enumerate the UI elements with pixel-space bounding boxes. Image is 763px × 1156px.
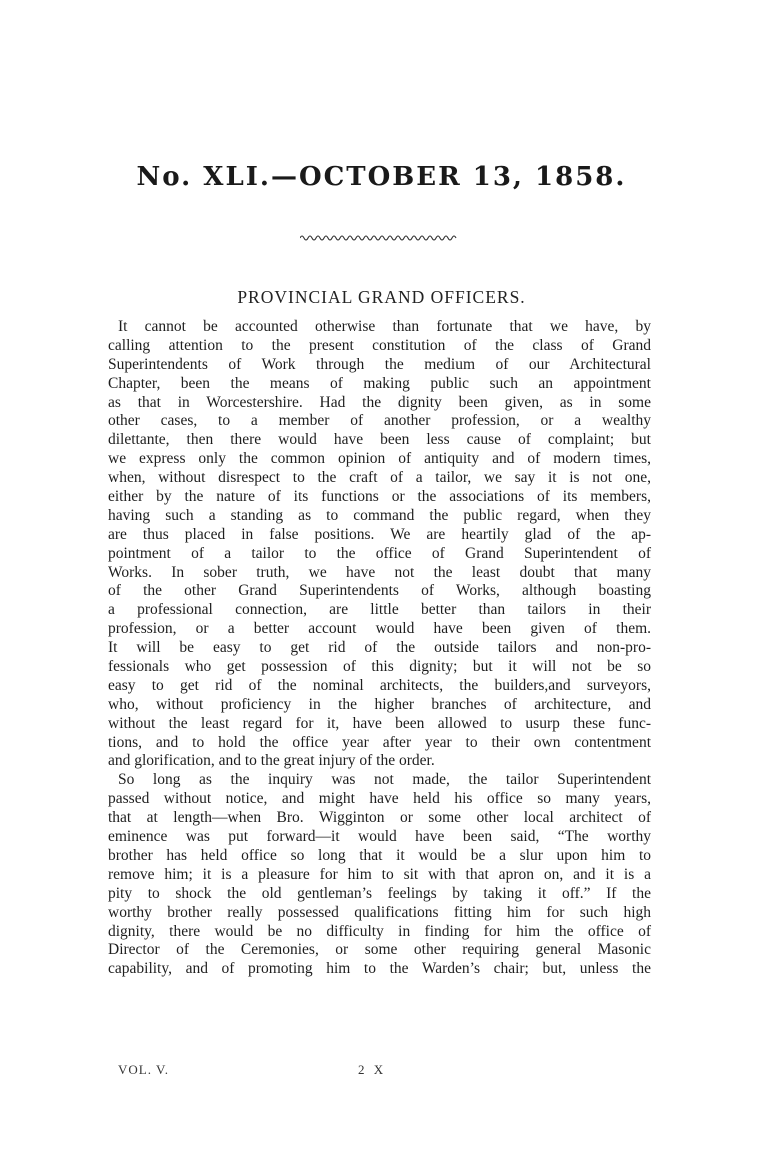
text-line: passed without notice, and might have held his office so many years, bbox=[108, 790, 651, 808]
article-body bbox=[108, 318, 651, 979]
volume-label: VOL. V. bbox=[118, 1062, 169, 1077]
text-line: when, without disrespect to the craft of a tailor, we say it is not one, bbox=[108, 469, 651, 487]
page-footer bbox=[0, 1062, 763, 1082]
text-line: of the other Grand Superintendents of Works, although boasting bbox=[108, 582, 651, 600]
text-line: calling attention to the present constitution of the class of Grand bbox=[108, 336, 651, 354]
text-line: who, without proficiency in the higher branches of architecture, and bbox=[108, 695, 651, 713]
text-line: we express only the common opinion of antiquity and of modern times, bbox=[108, 450, 651, 468]
text-line: as that in Worcestershire. Had the dignity been given, as in some bbox=[108, 393, 651, 411]
text-line: eminence was put forward—it would have been said, “The worthy bbox=[108, 828, 651, 846]
text-line: It will be easy to get rid of the outside tailors and non-pro- bbox=[108, 639, 651, 657]
text-line: having such a standing as to command the public regard, when they bbox=[108, 506, 651, 524]
text-line: Works. In sober truth, we have not the least doubt that many bbox=[108, 563, 651, 581]
paragraph-1 bbox=[108, 318, 651, 771]
text-line: remove him; it is a pleasure for him to sit with that apron on, and it is a bbox=[108, 865, 651, 883]
text-line: It cannot be accounted otherwise than fortunate that we have, by bbox=[118, 318, 651, 335]
text-line: other cases, to a member of another profession, or a wealthy bbox=[108, 412, 651, 430]
text-line: tions, and to hold the office year after year to their own contentment bbox=[108, 733, 651, 751]
text-line: without the least regard for it, have been allowed to usurp these func- bbox=[108, 714, 651, 732]
text-line: pity to shock the old gentleman’s feelings by taking it off.” If the bbox=[108, 884, 651, 902]
text-line: dignity, there would be no difficulty in finding for him the office of bbox=[108, 922, 651, 940]
text-line: pointment of a tailor to the office of Grand Superintendent of bbox=[108, 544, 651, 562]
paragraph-2 bbox=[108, 771, 651, 979]
text-line: a professional connection, are little better than tailors in their bbox=[108, 601, 651, 619]
text-line: brother has held office so long that it would be a slur upon him to bbox=[108, 846, 651, 864]
text-line: Director of the Ceremonies, or some other requiring general Masonic bbox=[108, 941, 651, 959]
text-line: and glorification, and to the great injury of the order. bbox=[108, 752, 435, 770]
text-line: capability, and of promoting him to the Warden’s chair; but, unless the bbox=[108, 960, 651, 978]
text-line: Superintendents of Work through the medium of our Architectural bbox=[108, 355, 651, 373]
text-line: worthy brother really possessed qualifications fitting him for such high bbox=[108, 903, 651, 921]
text-line: either by the nature of its functions or the associations of its members, bbox=[108, 488, 651, 506]
text-line: So long as the inquiry was not made, the tailor Superintendent bbox=[118, 771, 651, 789]
text-line: Chapter, been the means of making public such an appointment bbox=[108, 374, 651, 392]
issue-heading: No. XLI.—OCTOBER 13, 1858. bbox=[136, 162, 627, 192]
signature-mark: 2 X bbox=[358, 1062, 387, 1077]
text-line: dilettante, then there would have been less cause of complaint; but bbox=[108, 431, 651, 449]
text-line: are thus placed in false positions. We are heartily glad of the ap- bbox=[108, 525, 651, 543]
wavy-rule-ornament bbox=[300, 232, 458, 244]
article-title: PROVINCIAL GRAND OFFICERS. bbox=[237, 287, 526, 307]
text-line: profession, or a better account would have been given of them. bbox=[108, 620, 651, 638]
text-line: that at length—when Bro. Wigginton or some other local architect of bbox=[108, 809, 651, 827]
text-line: easy to get rid of the nominal architects, the builders,and surveyors, bbox=[108, 676, 651, 694]
text-line: fessionals who get possession of this dignity; but it will not be so bbox=[108, 658, 651, 676]
